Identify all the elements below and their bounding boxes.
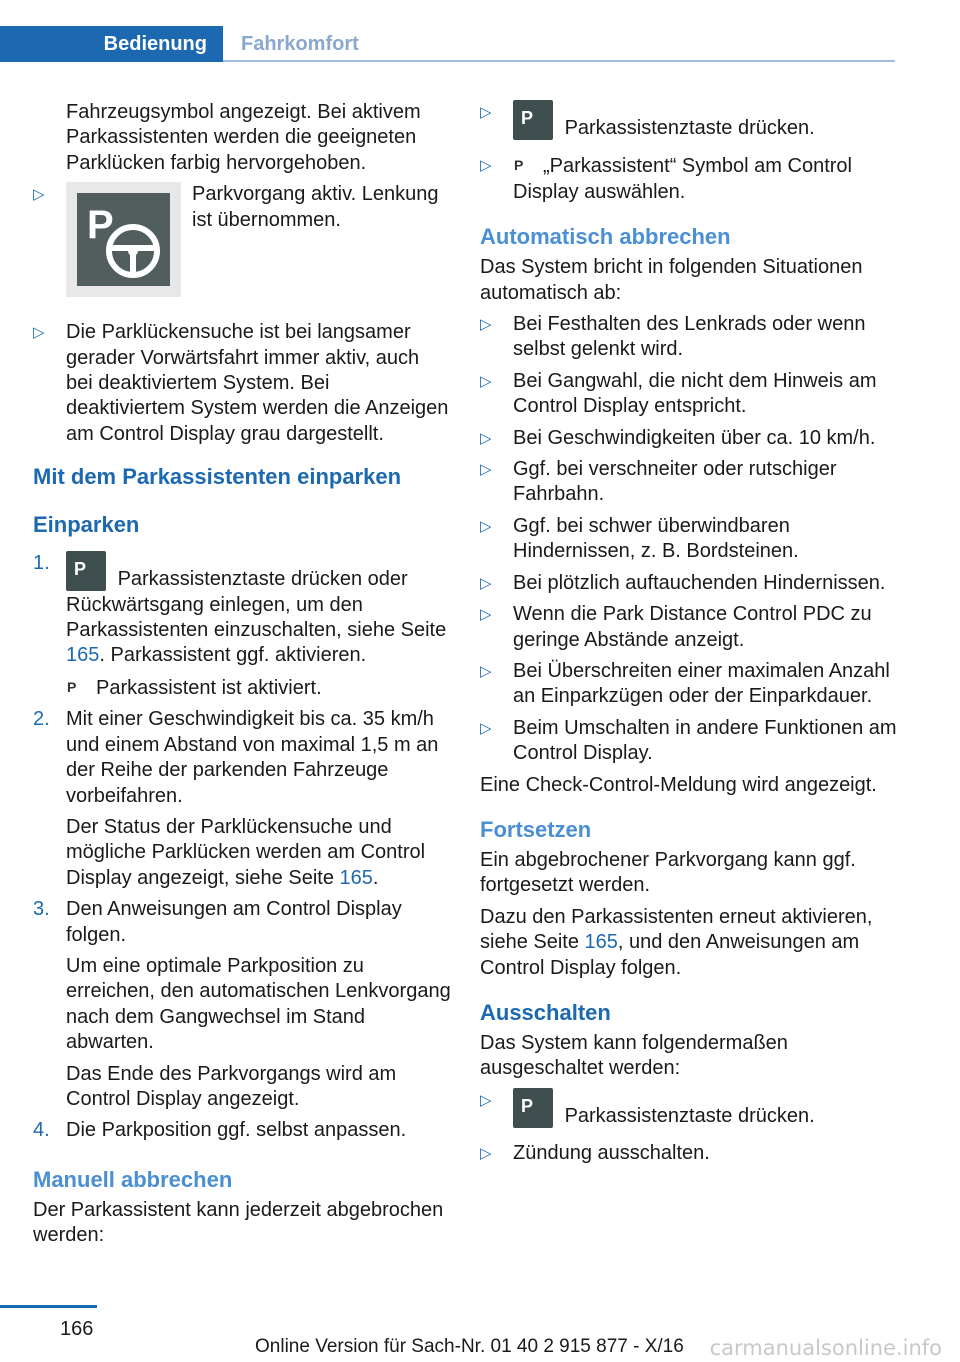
- step2-text: Mit einer Geschwindigkeit bis ca. 35 km/h und einem Abstand von maximal 1,5 m an der Reihe der parkenden Fahrzeuge vorbeifahren.: [66, 708, 439, 807]
- park-assist-button-icon: P: [66, 551, 106, 591]
- step-3: [33, 897, 451, 948]
- step-number: 2.: [33, 708, 50, 731]
- step-number: 4.: [33, 1119, 50, 1142]
- heading-manual-cancel: Manuell abbrechen: [33, 1166, 233, 1192]
- manual-text: Der Parkassistent kann jederzeit abgebrochen werden:: [33, 1198, 444, 1247]
- switch-off-text: Das System kann folgendermaßen ausgeschaltet werden:: [480, 1031, 788, 1080]
- list-item-select-symbol: [480, 153, 898, 205]
- bullet-marker: ▷: [480, 1145, 492, 1163]
- step1-sub: P Parkassistent ist aktiviert.: [67, 676, 322, 699]
- list-item-search: [33, 320, 451, 447]
- right-column: [480, 100, 898, 1173]
- step2-sub: Der Status der Parklückensuche und mögliche Parklücken werden am Control Display angezeigt, siehe Seite 165.: [66, 815, 426, 889]
- page-link-165[interactable]: 165: [339, 866, 373, 889]
- heading-auto-cancel: Automatisch abbrechen: [480, 224, 731, 250]
- list-item-press-button: ▷ P Parkassistenztaste drücken.: [480, 1088, 898, 1129]
- step1-text-b: . Parkassistent ggf. aktivieren.: [99, 644, 367, 667]
- step-number: 3.: [33, 898, 50, 921]
- list-item: ▷ Wenn die Park Distance Control PDC zu geringe Abstände anzeigt.: [480, 603, 872, 651]
- list-item: ▷ Bei Gangwahl, die nicht dem Hinweis am Control Display entspricht.: [480, 369, 877, 418]
- list-item: ▷ Bei Festhalten des Lenkrads oder wenn selbst gelenkt wird.: [480, 313, 866, 361]
- park-assist-button-icon: P: [513, 1088, 553, 1128]
- select-symbol-text: „Parkassistent“ Symbol am Control Display auswählen.: [513, 155, 852, 203]
- list-item: ▷ Ggf. bei schwer überwindbaren Hindernissen, z. B. Bordsteinen.: [480, 514, 799, 563]
- intro-text: Fahrzeugsymbol angezeigt. Bei aktivem Parkassistenten werden die geeigneten Parklücken farbig hervorgehoben.: [66, 101, 421, 174]
- footer-rule: [0, 1305, 97, 1308]
- page-number: 166: [60, 1318, 94, 1340]
- continue-text-2: Dazu den Parkassistenten erneut aktivieren, siehe Seite 165, und den Anweisungen am Control Display folgen.: [480, 905, 873, 979]
- bullet-marker: ▷: [33, 324, 45, 342]
- bullet-marker: ▷: [480, 104, 492, 121]
- park-assistant-symbol-icon: P: [514, 157, 524, 174]
- step-number: 1.: [33, 552, 50, 575]
- press-button-text: Parkassistenztaste drücken.: [564, 117, 815, 139]
- list-item: ▷ Bei Überschreiten einer maximalen Anzahl an Einparkzügen oder der Einparkdauer.: [480, 659, 890, 708]
- park-assist-button-icon: P: [513, 100, 553, 140]
- page-header: [0, 0, 960, 64]
- list-item-parking-active: [33, 182, 451, 314]
- page-link-165[interactable]: 165: [584, 931, 618, 954]
- tab-bedienung[interactable]: Bedienung: [0, 26, 223, 62]
- heading-switch-off: Ausschalten: [480, 999, 611, 1025]
- list-item: ▷ Ggf. bei verschneiter oder rutschiger Fahrbahn.: [480, 458, 837, 506]
- tab-fahrkomfort[interactable]: Fahrkomfort: [241, 32, 359, 55]
- auto-cancel-list: [480, 312, 898, 767]
- left-column: [33, 100, 451, 1255]
- list-item-ignition-off: ▷ Zündung ausschalten.: [480, 1141, 898, 1166]
- list-item: ▷ Beim Umschalten in andere Funktionen am Control Display.: [480, 716, 897, 765]
- header-divider: [223, 60, 895, 62]
- online-version-text: Online Version für Sach-Nr. 01 40 2 915 877 - X/16: [255, 1336, 684, 1357]
- step4-text: Die Parkposition ggf. selbst anpassen.: [66, 1119, 407, 1142]
- search-text: Die Parklückensuche ist bei langsamer gerader Vorwärtsfahrt immer aktiv, auch bei deaktiviertem System. Bei deaktiviertem System werden die Anzeigen am Control Display grau dargestellt.: [66, 321, 449, 445]
- step3-sub1: Um eine optimale Parkposition zu erreichen, den automatischen Lenkvorgang nach dem Gangwechsel im Stand abwarten.: [66, 954, 451, 1054]
- parking-active-text: Parkvorgang aktiv. Lenkung ist übernommen.: [192, 183, 439, 231]
- list-item: ▷ Bei plötzlich auftauchenden Hindernissen.: [480, 571, 886, 594]
- check-control-text: Eine Check-Control-Meldung wird angezeigt.: [480, 773, 877, 796]
- svg-text:P: P: [87, 203, 114, 248]
- bullet-marker: ▷: [480, 1091, 492, 1109]
- list-item-press-button: [480, 100, 898, 141]
- step3-sub2: Das Ende des Parkvorgangs wird am Control Display angezeigt.: [66, 1062, 397, 1110]
- continue-text: Ein abgebrochener Parkvorgang kann ggf. fortgesetzt werden.: [480, 848, 856, 897]
- heading-park-with-assistant: Mit dem Parkassistenten einparken: [33, 464, 402, 490]
- step3-text: Den Anweisungen am Control Display folgen.: [66, 898, 402, 946]
- page-link-165[interactable]: 165: [66, 644, 100, 667]
- step1-text-a: Parkassistenztaste drücken oder Rückwärtsgang einlegen, um den Parkassistenten einzuschalten, siehe Seite: [66, 568, 447, 642]
- step-4: [33, 1118, 451, 1143]
- auto-intro: Das System bricht in folgenden Situationen automatisch ab:: [480, 256, 863, 304]
- step-2: [33, 707, 451, 809]
- list-item: ▷ Bei Geschwindigkeiten über ca. 10 km/h.: [480, 426, 876, 449]
- bullet-marker: ▷: [33, 186, 45, 204]
- park-assistant-symbol-icon: P: [67, 678, 77, 695]
- bullet-marker: ▷: [480, 157, 492, 175]
- step-1: [33, 551, 451, 669]
- heading-einparken: Einparken: [33, 512, 140, 538]
- heading-continue: Fortsetzen: [480, 816, 592, 842]
- watermark: carmanualsonline.info: [709, 1336, 942, 1360]
- parking-steering-icon: [66, 182, 181, 297]
